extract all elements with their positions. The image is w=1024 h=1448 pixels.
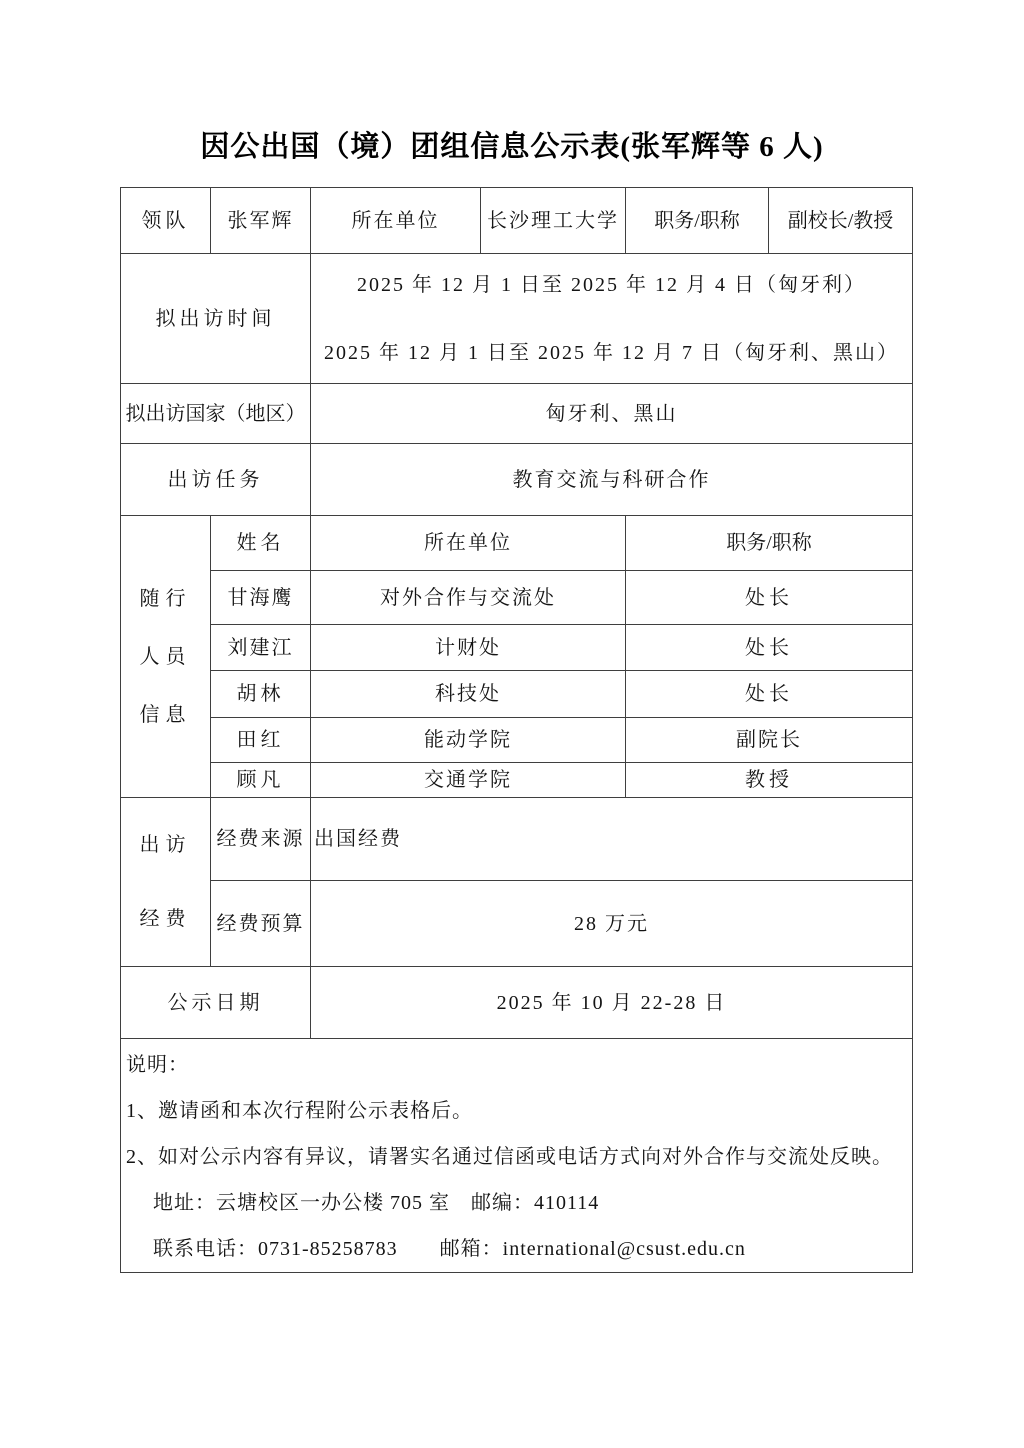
note-line-contact: 联系电话：0731-85258783 邮箱：international@csust.edu.cn — [153, 1238, 746, 1260]
funding-section-label — [121, 798, 211, 967]
destination-label: 拟出访国家（地区） — [121, 384, 311, 444]
companion-title: 教授 — [626, 763, 913, 798]
visit-time-line-1: 2025 年 12 月 1 日至 2025 年 12 月 4 日（匈牙利） — [357, 273, 866, 296]
destination-row — [121, 384, 913, 444]
funding-label-line-1: 出访 — [139, 834, 192, 856]
companions-header-row — [121, 516, 913, 571]
mission-row — [121, 444, 913, 516]
notes-row — [121, 1039, 913, 1273]
leader-label: 领队 — [121, 188, 211, 254]
leader-row — [121, 188, 913, 254]
leader-title-label: 职务/职称 — [626, 188, 769, 254]
note-line-address: 地址：云塘校区一办公楼 705 室 邮编：410114 — [153, 1192, 600, 1214]
companion-unit: 科技处 — [311, 671, 626, 718]
funding-label-line-2: 经费 — [139, 908, 192, 930]
notes-cell — [121, 1039, 913, 1273]
companions-header-unit: 所在单位 — [311, 516, 626, 571]
leader-unit: 长沙理工大学 — [481, 188, 626, 254]
companion-title: 处长 — [626, 671, 913, 718]
companion-title: 处长 — [626, 625, 913, 671]
publicity-date-value: 2025 年 10 月 22-28 日 — [311, 967, 913, 1039]
note-line-2: 2、如对公示内容有异议，请署实名通过信函或电话方式向对外合作与交流处反映。 — [126, 1146, 893, 1168]
companions-label-line-2: 人员 — [139, 645, 192, 668]
companion-row — [121, 671, 913, 718]
visit-time-value — [311, 254, 913, 384]
note-line-1: 1、邀请函和本次行程附公示表格后。 — [126, 1100, 473, 1122]
funding-source-row — [121, 798, 913, 881]
page-title: 因公出国（境）团组信息公示表(张军辉等 6 人) — [200, 131, 824, 163]
companion-name: 甘海鹰 — [211, 571, 311, 625]
publicity-date-row — [121, 967, 913, 1039]
leader-title: 副校长/教授 — [769, 188, 913, 254]
companion-row — [121, 718, 913, 763]
companion-title: 处长 — [626, 571, 913, 625]
note-line-heading: 说明： — [126, 1054, 189, 1076]
companions-header-name: 姓名 — [211, 516, 311, 571]
companions-header-title: 职务/职称 — [626, 516, 913, 571]
publicity-date-label: 公示日期 — [121, 967, 311, 1039]
mission-label: 出访任务 — [121, 444, 311, 516]
companion-row — [121, 625, 913, 671]
companions-label-line-1: 随行 — [139, 587, 192, 610]
companion-unit: 对外合作与交流处 — [311, 571, 626, 625]
companion-unit: 交通学院 — [311, 763, 626, 798]
visit-time-line-2: 2025 年 12 月 1 日至 2025 年 12 月 7 日（匈牙利、黑山） — [324, 341, 899, 364]
funding-budget-row — [121, 881, 913, 967]
mission-value: 教育交流与科研合作 — [311, 444, 913, 516]
companions-section-label — [121, 516, 211, 798]
destination-value: 匈牙利、黑山 — [311, 384, 913, 444]
funding-source-label: 经费来源 — [211, 798, 311, 881]
companions-label-line-3: 信息 — [139, 703, 192, 726]
companion-name: 顾凡 — [211, 763, 311, 798]
leader-name: 张军辉 — [211, 188, 311, 254]
visit-time-label: 拟出访时间 — [121, 254, 311, 384]
companion-title: 副院长 — [626, 718, 913, 763]
funding-budget-value: 28 万元 — [311, 881, 913, 967]
visit-time-row — [121, 254, 913, 384]
companion-row — [121, 571, 913, 625]
leader-unit-label: 所在单位 — [311, 188, 481, 254]
info-table — [120, 187, 913, 1273]
companion-name: 胡林 — [211, 671, 311, 718]
companion-unit: 计财处 — [311, 625, 626, 671]
companion-name: 田红 — [211, 718, 311, 763]
funding-budget-label: 经费预算 — [211, 881, 311, 967]
companion-name: 刘建江 — [211, 625, 311, 671]
companion-unit: 能动学院 — [311, 718, 626, 763]
companion-row — [121, 763, 913, 798]
funding-source-value: 出国经费 — [311, 798, 913, 881]
